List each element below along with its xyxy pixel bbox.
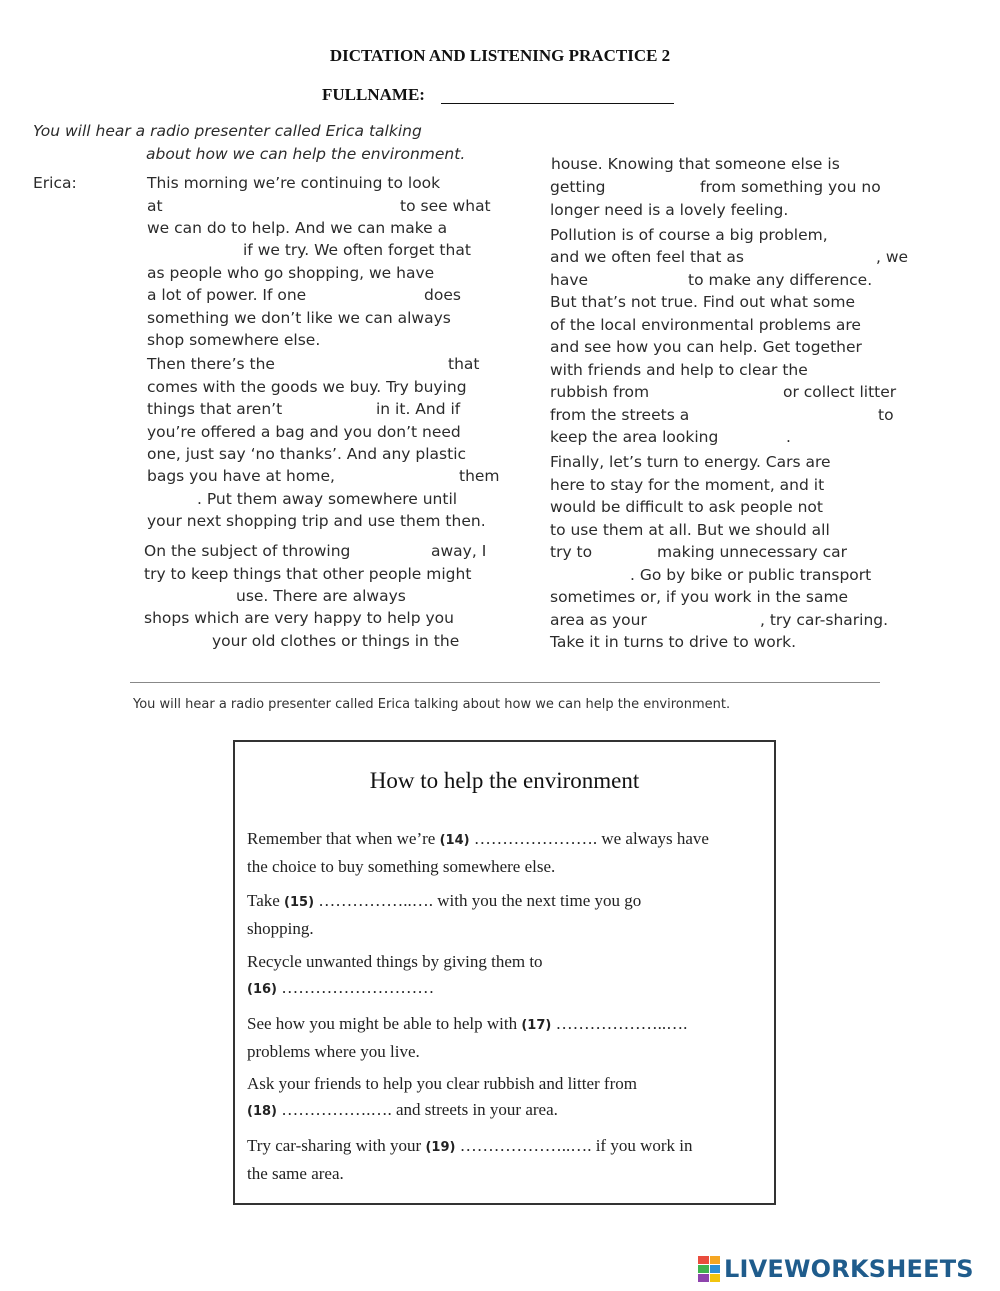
text-line: area as your (550, 611, 647, 629)
dictation-intro: You will hear a radio presenter called Erica talking (33, 122, 422, 140)
text-line: we can do to help. And we can make a (147, 219, 448, 237)
text-line: shop somewhere else. (147, 331, 321, 349)
text-line: comes with the goods we buy. Try buying (147, 378, 467, 396)
text-line: Take it in turns to drive to work. (550, 633, 797, 651)
liveworksheets-logo (698, 1254, 974, 1284)
text-line: would be difficult to ask people not (550, 498, 823, 516)
text-line: house. Knowing that someone else is (551, 155, 840, 173)
answer-blank-17[interactable]: ………………..…. (551, 1014, 688, 1033)
text-line: keep the area looking (550, 428, 719, 446)
text-line: Then there’s the (147, 355, 275, 373)
task-item-16: Recycle unwanted things by giving them to (16) ……………………… (247, 952, 543, 997)
text-line: here to stay for the moment, and it (550, 476, 825, 494)
listening-task-box (233, 740, 776, 1205)
dictation-intro: about how we can help the environment. (146, 145, 466, 163)
task-item-19: Try car-sharing with your (19) ………………..…. if you work in the same area. (247, 1136, 693, 1183)
text-line: your old clothes or things in the (212, 632, 460, 650)
text-line: and we often feel that as (550, 248, 744, 266)
text-line: something we don’t like we can always (147, 309, 451, 327)
liveworksheets-logo-icon (698, 1256, 720, 1282)
answer-blank-15[interactable]: ……………..…. (314, 891, 434, 910)
fullname-label: FULLNAME: (322, 85, 425, 104)
text-line: from the streets a (550, 406, 690, 424)
text-line: your next shopping trip and use them then. (147, 512, 486, 530)
text-line: have (550, 271, 589, 289)
text-line: . (786, 428, 791, 446)
listening-intro: You will hear a radio presenter called Erica talking about how we can help the environment. (133, 697, 731, 712)
text-line: or collect litter (783, 383, 897, 401)
text-line: in it. And if (376, 400, 461, 418)
answer-blank-14[interactable]: …………………. (469, 829, 598, 848)
text-line: that (448, 355, 480, 373)
text-line: to see what (400, 197, 491, 215)
text-line: as people who go shopping, we have (147, 264, 435, 282)
text-line: , we (876, 248, 909, 266)
task-item-15: Take (15) ……………..…. with you the next time you go shopping. (247, 891, 642, 938)
text-line: does (424, 286, 461, 304)
text-line: making unnecessary car (657, 543, 848, 561)
logo-text: LIVEWORKSHEETS (724, 1255, 974, 1283)
speaker-label: Erica: (33, 174, 77, 192)
text-line: from something you no (700, 178, 881, 196)
text-line: and see how you can help. Get together (550, 338, 862, 356)
text-line: them (459, 467, 500, 485)
text-line: Pollution is of course a big problem, (550, 226, 828, 244)
text-line: sometimes or, if you work in the same (550, 588, 849, 606)
text-line: shops which are very happy to help you (144, 609, 454, 627)
text-line: if we try. We often forget that (243, 241, 471, 259)
text-line: try to keep things that other people might (144, 565, 472, 583)
text-line: getting (550, 178, 606, 196)
answer-blank-19[interactable]: ………………..…. (455, 1136, 592, 1155)
answer-blank-18[interactable]: …………….…. (276, 1100, 392, 1119)
text-line: Finally, let’s turn to energy. Cars are (550, 453, 831, 471)
text-line: bags you have at home, (147, 467, 335, 485)
text-line: . Put them away somewhere until (197, 490, 458, 508)
task-item-14: Remember that when we’re (14) …………………. we always have the choice to buy something somewhere else. (247, 829, 709, 876)
text-line: a lot of power. If one (147, 286, 307, 304)
text-line: But that’s not true. Find out what some (550, 293, 856, 311)
text-line: to make any difference. (688, 271, 873, 289)
text-line: On the subject of throwing (144, 542, 351, 560)
section-divider (130, 682, 880, 683)
text-line: you’re offered a bag and you don’t need (147, 423, 461, 441)
text-line: away, I (431, 542, 487, 560)
fullname-input-line[interactable] (441, 103, 674, 104)
text-line: use. There are always (236, 587, 406, 605)
text-line: things that aren’t (147, 400, 283, 418)
page-title: DICTATION AND LISTENING PRACTICE 2 (329, 46, 671, 65)
text-line: one, just say ‘no thanks’. And any plastic (147, 445, 467, 463)
text-line: , try car-sharing. (760, 611, 889, 629)
task-item-17: See how you might be able to help with (17) ………………..…. problems where you live. (247, 1014, 688, 1061)
answer-blank-16[interactable]: ……………………… (276, 978, 435, 997)
text-line: This morning we’re continuing to look (147, 174, 441, 192)
text-line: at (147, 197, 163, 215)
text-line: . Go by bike or public transport (630, 566, 872, 584)
text-line: to (878, 406, 894, 424)
text-line: longer need is a lovely feeling. (550, 201, 789, 219)
text-line: with friends and help to clear the (550, 361, 808, 379)
box-title: How to help the environment (369, 768, 640, 793)
text-line: try to (550, 543, 593, 561)
task-item-18: Ask your friends to help you clear rubbish and litter from (18) …………….…. and streets in your area. (247, 1074, 637, 1119)
text-line: to use them at all. But we should all (550, 521, 830, 539)
text-line: of the local environmental problems are (550, 316, 861, 334)
text-line: rubbish from (550, 383, 650, 401)
